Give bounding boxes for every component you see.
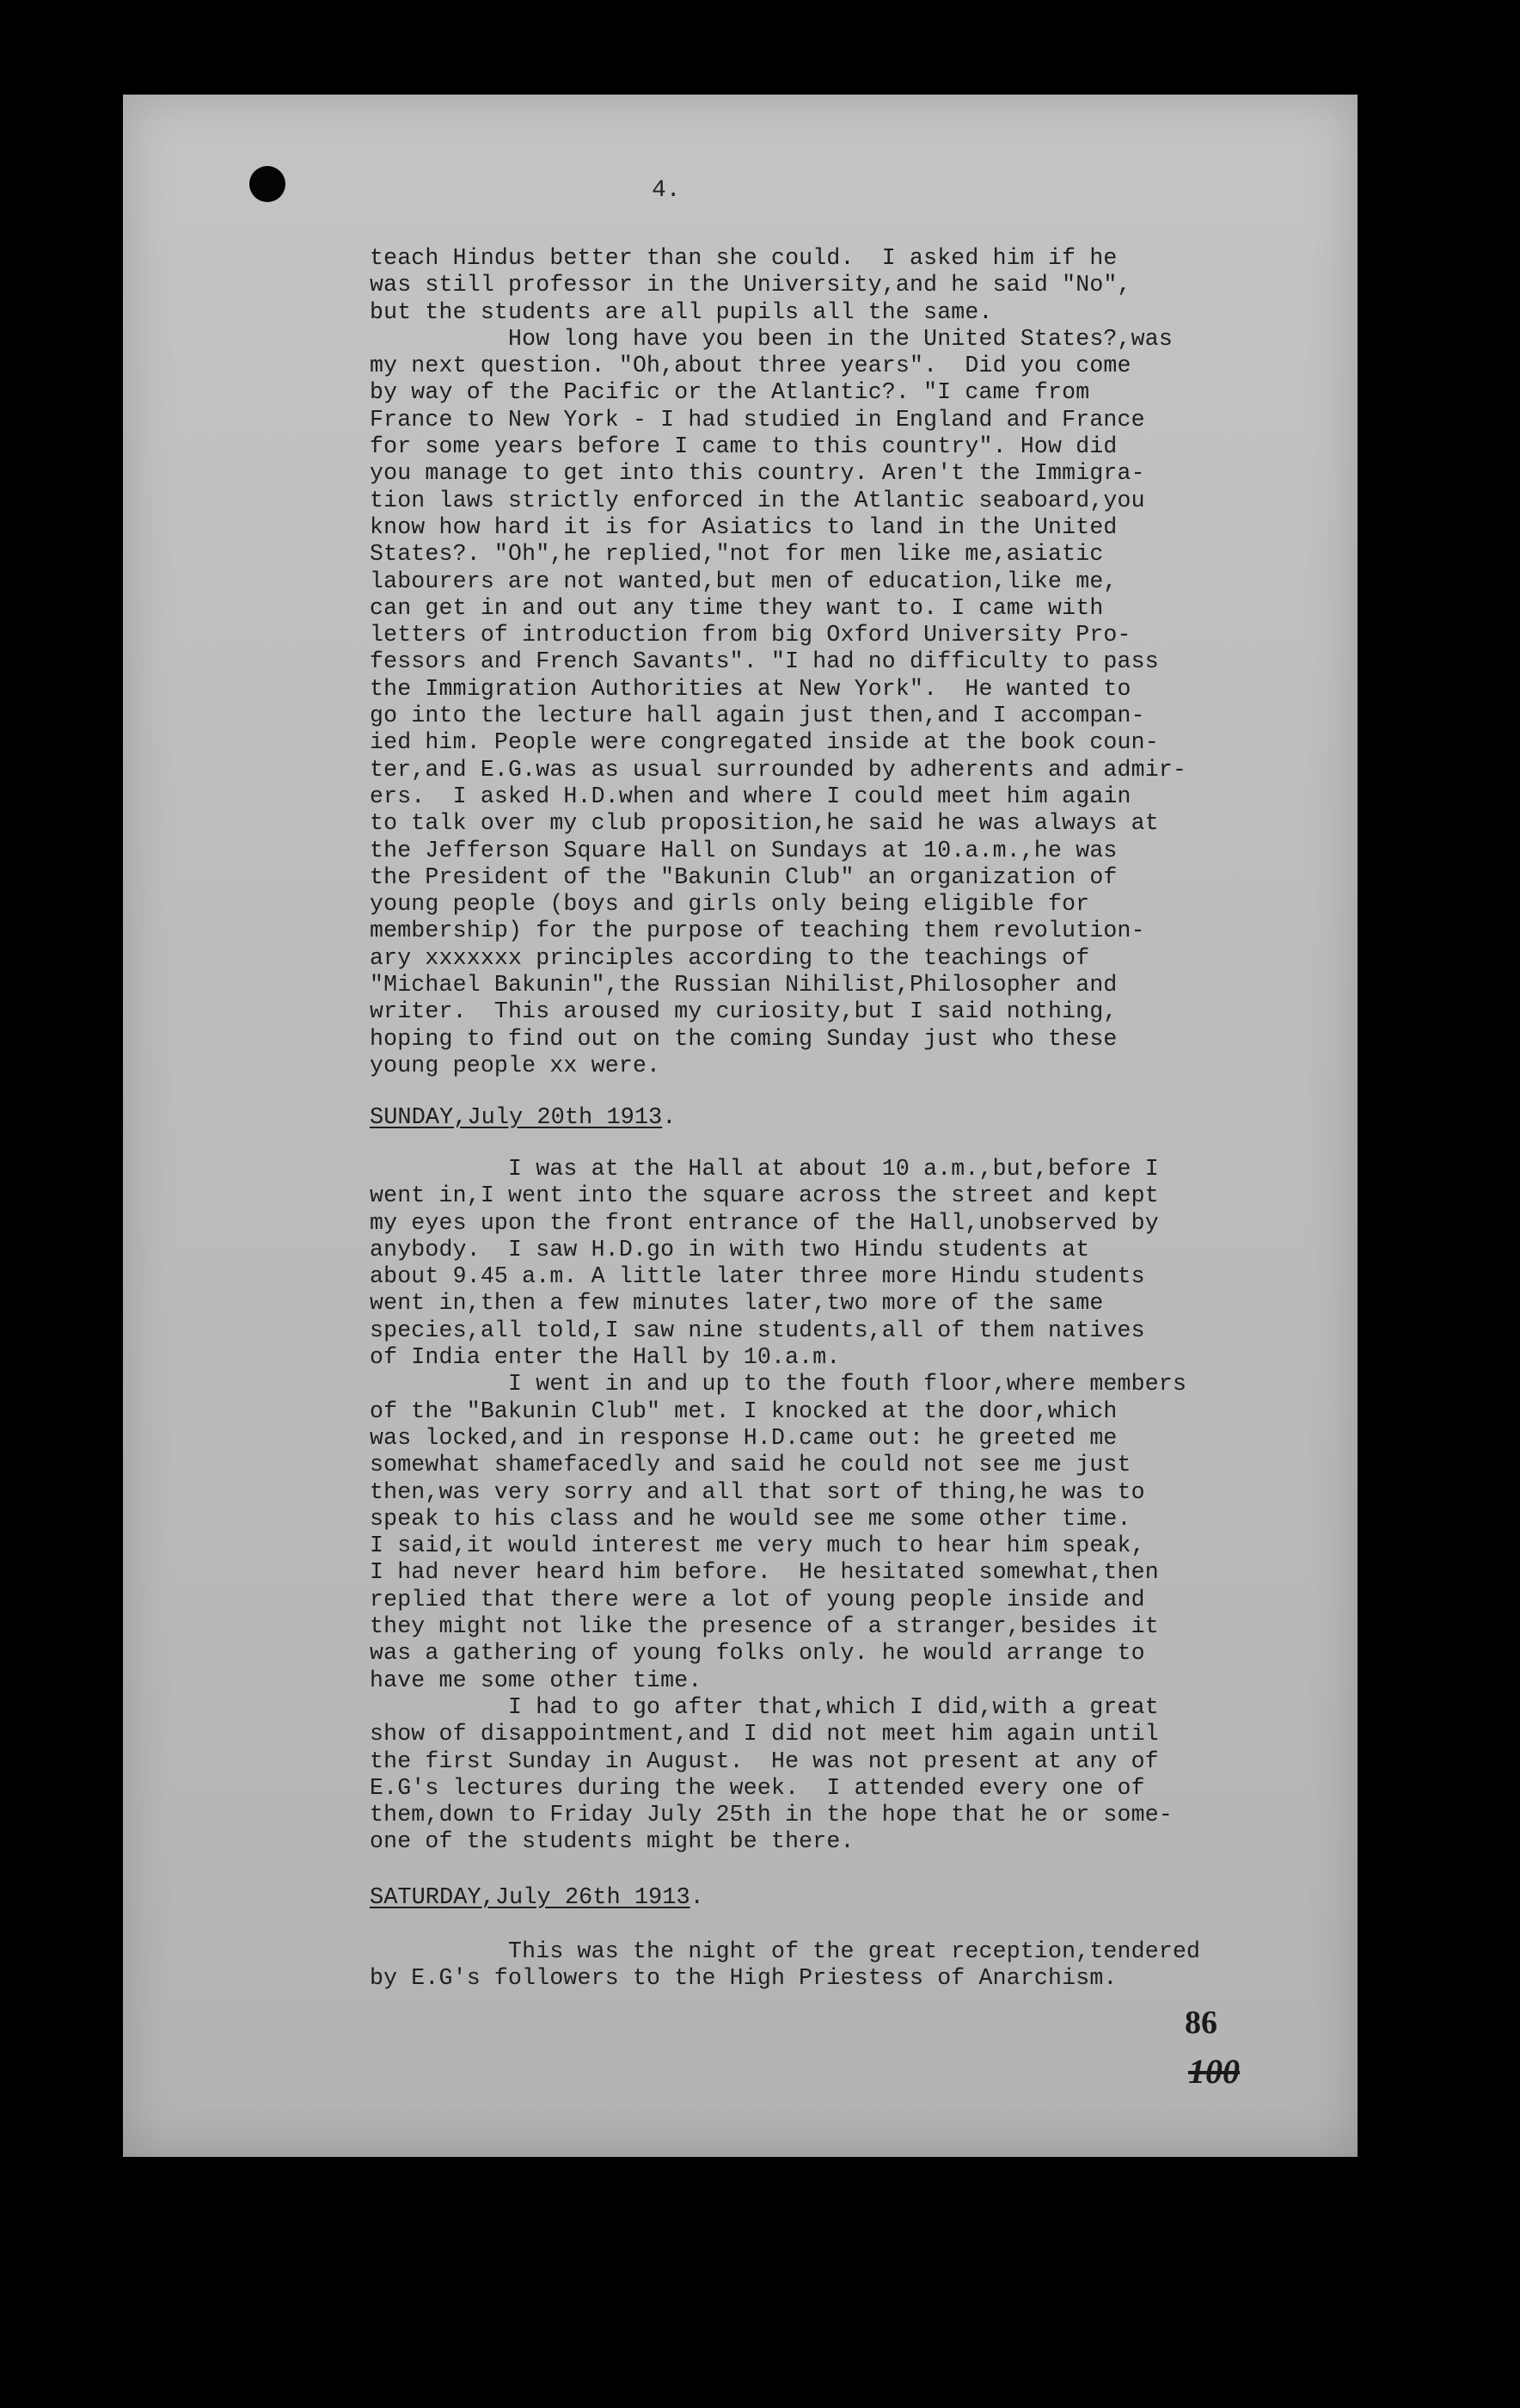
section-heading-sunday-text: SUNDAY,July 20th 1913 <box>370 1105 663 1131</box>
body-paragraph-1: teach Hindus better than she could. I asked him if he was still professor in the University,and he said "No", but the students are all pupils all the same. How long have you been in the United States?,was my next question. "Oh,about three years". Did you come by way of the Pacific or the Atlantic?. "I came from France to New York - I had studied in England and France for some years before I came to this country". How did you manage to get into this country. Aren't the Immigra- tion laws strictly enforced in the Atlantic seaboard,you know how hard it is for Asiatics to land in the United States?. "Oh",he replied,"not for men like me,asiatic labourers are not wanted,but men of education,like me, can get in and out any time they want to. I came with letters of introduction from big Oxford University Pro- fessors and French Savants". "I had no difficulty to pass the Immigration Authorities at New York". He wanted to go into the lecture hall again just then,and I accompan- ied him. People were congregated inside at the book coun- ter,and E.G.was as usual surrounded by adherents and admir- ers. I asked H.D.when and where I could meet him again to talk over my club proposition,he said he was always at the Jefferson Square Hall on Sundays at 10.a.m.,he was the President of the "Bakunin Club" an organization of young people (boys and girls only being eligible for membership) for the purpose of teaching them revolution- ary xxxxxxx principles according to the teachings of "Michael Bakunin",the Russian Nihilist,Philosopher and writer. This aroused my curiosity,but I said nothing, hoping to find out on the coming Sunday just who these young people xx were. <box>370 245 1187 1078</box>
folio-stamp: 86 <box>1185 2005 1217 2041</box>
page-number: 4. <box>652 177 681 204</box>
section-heading-saturday: SATURDAY,July 26th 1913. <box>370 1885 704 1911</box>
section-heading-sunday: SUNDAY,July 20th 1913. <box>370 1105 677 1131</box>
body-paragraph-3: This was the night of the great reception,tendered by E.G's followers to the High Priestess of Anarchism. <box>370 1938 1201 1992</box>
body-paragraph-2: I was at the Hall at about 10 a.m.,but,before I went in,I went into the square across the street and kept my eyes upon the front entrance of the Hall,unobserved by anybody. I saw H.D.go in with two Hindu students at about 9.45 a.m. A little later three more Hindu students went in,then a few minutes later,two more of the same species,all told,I saw nine students,all of them natives of India enter the Hall by 10.a.m. I went in and up to the fouth floor,where members of the "Bakunin Club" met. I knocked at the door,which was locked,and in response H.D.came out: he greeted me somewhat shamefacedly and said he could not see me just then,was very sorry and all that sort of thing,he was to speak to his class and he would see me some other time. I said,it would interest me very much to hear him speak, I had never heard him before. He hesitated somewhat,then replied that there were a lot of young people inside and they might not like the presence of a stranger,besides it was a gathering of young folks only. he would arrange to have me some other time. I had to go after that,which I did,with a great show of disappointment,and I did not meet him again until the first Sunday in August. He was not present at any of E.G's lectures during the week. I attended every one of them,down to Friday July 25th in the hope that he or some- one of the students might be there. <box>370 1156 1187 1855</box>
section-heading-saturday-text: SATURDAY,July 26th 1913 <box>370 1885 690 1911</box>
folio-old-struck: 100 <box>1188 2052 1240 2091</box>
punch-hole <box>249 166 285 202</box>
